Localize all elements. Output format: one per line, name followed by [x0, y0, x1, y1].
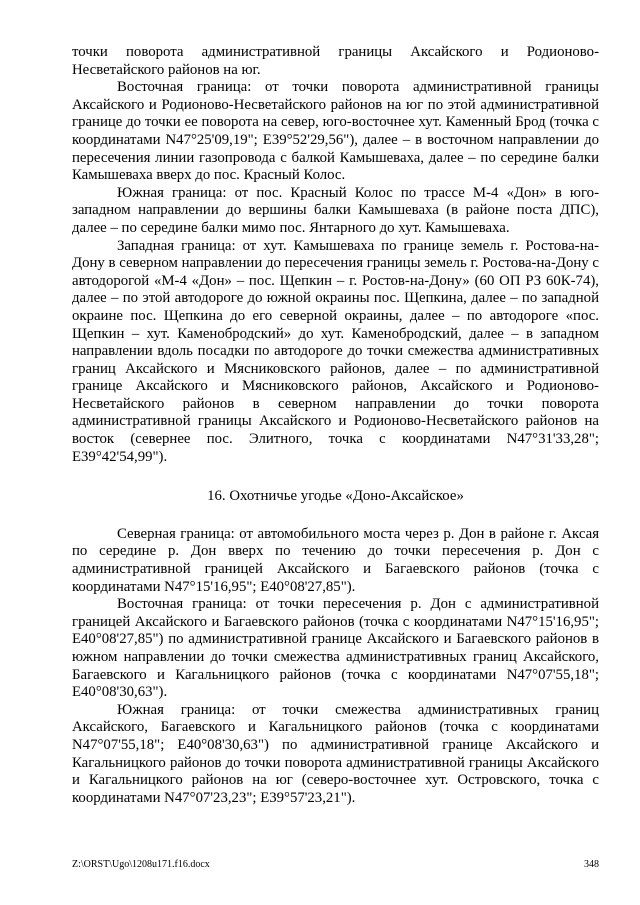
page-footer: [72, 859, 599, 871]
paragraph-east-border-16: Восточная граница: от точки пересечения р. Дон с административной границей Аксайского и Багаевского районов (точка с координатами N47°15'16,95"; E40°08'27,85") по административной границе Аксайского и Багаевского районов в южном направлении до точки смежества административных границ Аксайского, Багаевского и Кагальницкого районов (точка с координатами N47°07'55,18"; E40°08'30,63").: [72, 596, 599, 701]
footer-file-path: Z:\ORST\Ugo\1208u171.f16.docx: [72, 859, 210, 870]
paragraph-west-border: Западная граница: от хут. Камышеваха по границе земель г. Ростова-на-Дону в северном направлении до пересечения границы земель г. Ростова-на-Дону с автодорогой «М-4 «Дон» – пос. Щепкин – г. Ростов-на-Дону» (60 ОП РЗ 60К-74), далее – по этой автодороге до южной окраины пос. Щепкина, далее – по западной окраине пос. Щепкина до его северной окраины, далее – по автодороге «пос. Щепкин – хут. Каменобродский» до хут. Каменобродский, далее – в западном направлении вдоль посадки по автодороге до точки смежества административных границ Аксайского и Мясниковского районов, далее – по административной границе Аксайского и Мясниковского районов, Аксайского и Родионово-Несветайского районов в северном направлении до точки поворота административной границы Аксайского и Родионово-Несветайского районов на восток (севернее пос. Элитного, точка с координатами N47°31'33,28"; E39°42'54,99").: [72, 237, 599, 465]
section-title: 16. Охотничье угодье «Доно-Аксайское»: [207, 488, 464, 505]
paragraph-east-border: Восточная граница: от точки поворота административной границы Аксайского и Родионово-Несветайского районов на юг по этой административной границе до точки ее поворота на север, юго-восточнее хут. Каменный Брод (точка с координатами N47°25'09,19"; E39°52'29,56"), далее – в восточном направлении до пересечения линии газопровода с балкой Камышеваха, далее – по середине балки Камышеваха вверх до пос. Красный Колос.: [72, 79, 599, 184]
document-page: [72, 44, 599, 807]
paragraph-south-border: Южная граница: от пос. Красный Колос по трассе М-4 «Дон» в юго-западном направлении до вершины балки Камышеваха (в районе поста ДПС), далее – по середине балки мимо пос. Янтарного до хут. Камышеваха.: [72, 184, 599, 236]
paragraph-continuation: точки поворота административной границы Аксайского и Родионово-Несветайского районов на юг.: [72, 44, 599, 78]
paragraph-south-border-16: Южная граница: от точки смежества административных границ Аксайского, Багаевского и Кагальницкого районов (точка с координатами N47°07'55,18"; E40°08'30,63") по административной границе Аксайского и Кагальницкого районов до точки поворота административной границы Аксайского и Кагальницкого районов на юг (северо-восточнее хут. Островского, точка с координатами N47°07'23,23"; E39°57'23,21").: [72, 701, 599, 806]
paragraph-north-border: Северная граница: от автомобильного моста через р. Дон в районе г. Аксая по середине р. Дон вверх по течению до точки пересечения р. Дон с административной границей Аксайского и Багаевского районов (точка с координатами N47°15'16,95"; E40°08'27,85").: [72, 525, 599, 595]
page-number: 348: [584, 859, 599, 870]
